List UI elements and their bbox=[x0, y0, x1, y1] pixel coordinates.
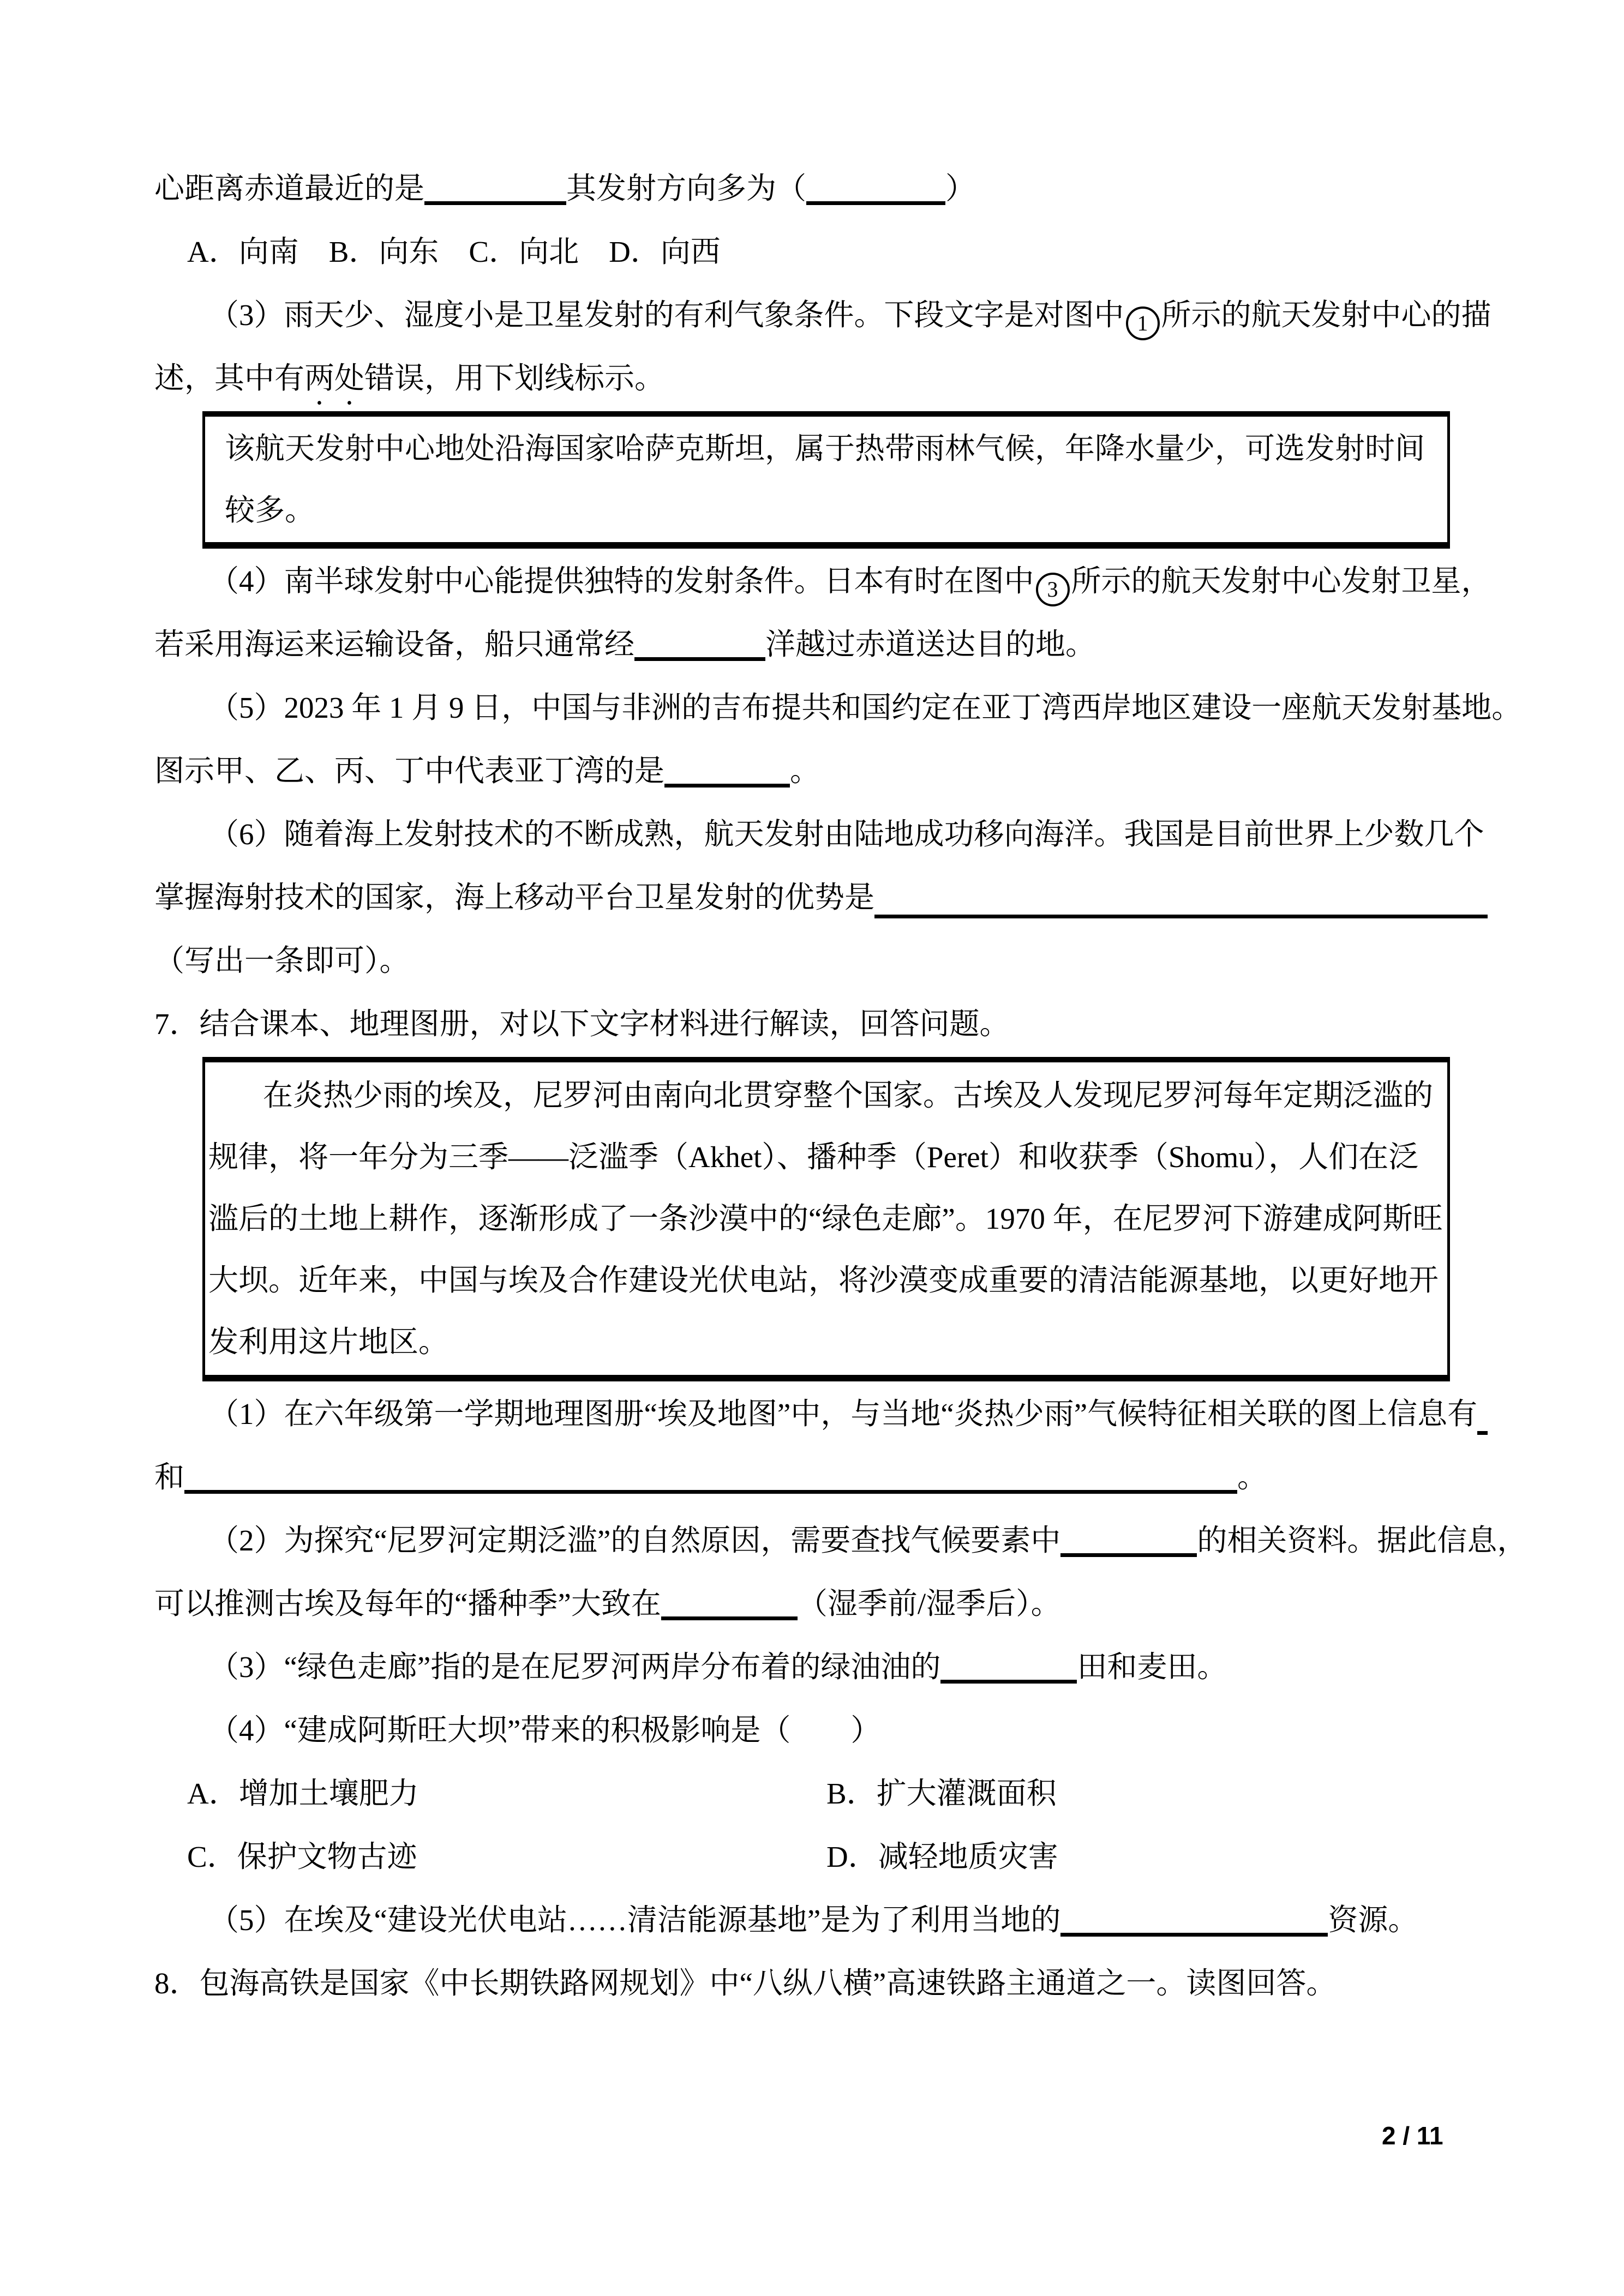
material-text-line bbox=[208, 1065, 1442, 1126]
material-text-line bbox=[208, 1126, 1442, 1188]
q7-sub1-line2 bbox=[154, 1446, 1488, 1509]
page-number: 2 / 11 bbox=[1382, 2121, 1443, 2150]
material-text: 该航天发射中心地处沿海国家哈萨克斯坦，属于热带雨林气候，年降水量少，可选发射时间 bbox=[225, 432, 1425, 465]
q7-sub2-line2 bbox=[154, 1572, 1488, 1636]
q6-choices-row bbox=[154, 220, 1488, 284]
question-text: ） bbox=[945, 172, 976, 205]
q7-sub4-line bbox=[154, 1699, 1488, 1762]
question-text: （6）随着海上发射技术的不断成熟，航天发射由陆地成功移向海洋。我国是目前世界上少数几个 bbox=[209, 818, 1484, 851]
q6-sub5-line2 bbox=[154, 740, 1488, 803]
q6-sub6-line2 bbox=[154, 866, 1488, 929]
answer-blank bbox=[940, 1662, 1077, 1684]
question-text: （写出一条即可）。 bbox=[154, 944, 410, 977]
question-text: 田和麦田。 bbox=[1077, 1650, 1227, 1684]
material-text: 规律，将一年分为三季——泛滥季（Akhet）、播种季（Peret）和收获季（Shomu），人们在泛 bbox=[208, 1140, 1419, 1174]
question-text: （2）为探究“尼罗河定期泛滥”的自然原因，需要查找气候要素中 bbox=[209, 1524, 1061, 1557]
material-text: 大坝。近年来，中国与埃及合作建设光伏电站，将沙漠变成重要的清洁能源基地，以更好地开 bbox=[208, 1264, 1439, 1297]
answer-blank bbox=[1477, 1383, 1488, 1435]
material-text-line bbox=[208, 1311, 1442, 1373]
choice-option-a: A．增加土壤肥力 bbox=[187, 1777, 419, 1810]
question-text: 若采用海运来运输设备，船只通常经 bbox=[154, 628, 635, 661]
question-text: （湿季前/湿季后）。 bbox=[797, 1587, 1061, 1620]
material-text: 发利用这片地区。 bbox=[208, 1325, 449, 1359]
question-7-heading bbox=[154, 993, 1488, 1056]
question-text: （5）在埃及“建设光伏电站……清洁能源基地”是为了利用当地的 bbox=[209, 1903, 1061, 1937]
answer-blank bbox=[1060, 1536, 1197, 1557]
answer-blank bbox=[874, 866, 1488, 918]
question-text: （4）南半球发射中心能提供独特的发射条件。日本有时在图中 bbox=[209, 564, 1034, 598]
q6-fill-line bbox=[154, 157, 1488, 220]
circled-1-icon: 1 bbox=[1126, 306, 1160, 340]
question-text: （4）“建成阿斯旺大坝”带来的积极影响是（ ） bbox=[209, 1714, 881, 1747]
question-text: 述，其中有 bbox=[154, 362, 305, 395]
q6-sub5-line1 bbox=[154, 676, 1522, 740]
question-text: 和 bbox=[154, 1460, 185, 1494]
question-text: （1）在六年级第一学期地理图册“埃及地图”中，与当地“炎热少雨”气候特征相关联的图上信息有 bbox=[209, 1397, 1478, 1431]
choice-option-b: B．扩大灌溉面积 bbox=[826, 1777, 1057, 1810]
circled-3-icon: 3 bbox=[1036, 573, 1070, 606]
choice-options-text: A．向南 B．向东 C．向北 D．向西 bbox=[187, 235, 721, 268]
material-text: 较多。 bbox=[225, 494, 315, 527]
question-text: 心距离赤道最近的是 bbox=[154, 172, 425, 205]
question-text: 洋越过赤道送达目的地。 bbox=[765, 628, 1096, 661]
q7-choices-row-2 bbox=[154, 1825, 1488, 1889]
answer-blank bbox=[1060, 1915, 1328, 1937]
material-text: 滥后的土地上耕作，逐渐形成了一条沙漠中的“绿色走廊”。1970 年，在尼罗河下游建成阿斯旺 bbox=[208, 1202, 1443, 1235]
material-text: 在炎热少雨的埃及，尼罗河由南向北贯穿整个国家。古埃及人发现尼罗河每年定期泛滥的 bbox=[263, 1079, 1434, 1112]
material-box-launch-center bbox=[202, 411, 1450, 549]
question-text: （3）“绿色走廊”指的是在尼罗河两岸分布着的绿油油的 bbox=[209, 1650, 941, 1684]
q6-sub3-line1 bbox=[154, 284, 1491, 347]
question-text: 所示的航天发射中心发射卫星， bbox=[1071, 564, 1491, 598]
material-box-nile bbox=[202, 1057, 1450, 1381]
choice-option-d: D．减轻地质灾害 bbox=[826, 1840, 1058, 1873]
q6-sub3-line2 bbox=[154, 347, 1488, 410]
q7-sub2-line1 bbox=[154, 1509, 1527, 1572]
question-text: 掌握海射技术的国家，海上移动平台卫星发射的优势是 bbox=[154, 881, 875, 914]
q7-choices-row-1 bbox=[154, 1762, 1488, 1825]
q7-sub3-line bbox=[154, 1636, 1488, 1699]
answer-blank bbox=[424, 184, 566, 205]
question-text: 资源。 bbox=[1328, 1903, 1418, 1937]
question-text: 。 bbox=[790, 754, 820, 788]
emphasized-text: 两处 bbox=[304, 362, 365, 395]
question-text: 所示的航天发射中心的描 bbox=[1161, 298, 1491, 332]
choice-option-c: C．保护文物古迹 bbox=[187, 1840, 417, 1873]
question-text: （3）雨天少、湿度小是卫星发射的有利气象条件。下段文字是对图中 bbox=[209, 298, 1124, 332]
q6-sub4-line2 bbox=[154, 613, 1488, 676]
q6-sub6-line1 bbox=[154, 803, 1488, 866]
q7-sub1-line1 bbox=[154, 1383, 1488, 1446]
answer-blank bbox=[664, 766, 790, 788]
answer-blank bbox=[634, 640, 765, 661]
question-text: 8．包海高铁是国家《中长期铁路网规划》中“八纵八横”高速铁路主通道之一。读图回答。 bbox=[154, 1967, 1337, 2000]
question-text: 其发射方向多为（ bbox=[566, 172, 807, 205]
material-text-line bbox=[208, 1249, 1442, 1311]
answer-blank bbox=[184, 1472, 1237, 1494]
question-text: 错误，用下划线标示。 bbox=[364, 362, 665, 395]
answer-blank bbox=[806, 184, 945, 205]
material-text-line bbox=[225, 479, 1436, 541]
question-text: 的相关资料。据此信息， bbox=[1197, 1524, 1527, 1557]
question-text: 可以推测古埃及每年的“播种季”大致在 bbox=[154, 1587, 661, 1620]
q7-sub5-line bbox=[154, 1889, 1488, 1952]
question-text: （5）2023 年 1 月 9 日，中国与非洲的吉布提共和国约定在亚丁湾西岸地区建设一座航天发射基地。 bbox=[209, 691, 1522, 724]
material-text-line bbox=[225, 418, 1436, 479]
question-8-heading bbox=[154, 1952, 1488, 2015]
question-text: 图示甲、乙、丙、丁中代表亚丁湾的是 bbox=[154, 754, 665, 788]
question-text: 7．结合课本、地理图册，对以下文字材料进行解读，回答问题。 bbox=[154, 1007, 1010, 1041]
q6-sub4-line1 bbox=[154, 550, 1491, 613]
question-text: 。 bbox=[1237, 1460, 1268, 1494]
q6-sub6-line3 bbox=[154, 929, 1488, 993]
answer-blank bbox=[661, 1599, 798, 1620]
material-text-line bbox=[208, 1188, 1442, 1249]
